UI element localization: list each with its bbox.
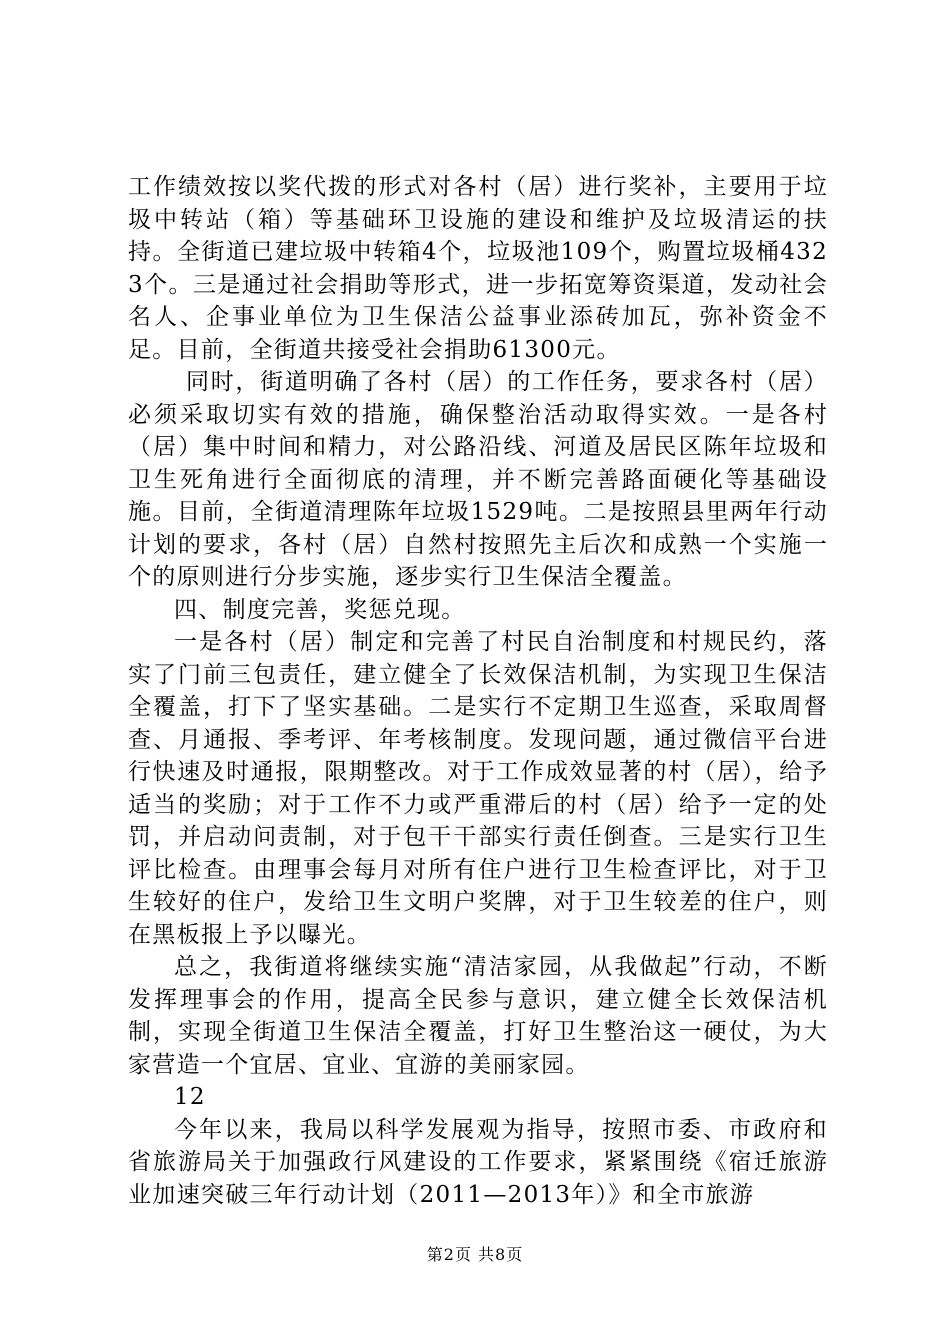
paragraph-summary: 总之，我街道将继续实施“清洁家园，从我做起”行动，不断发挥理事会的作用，提高全民参与意识，建立健全长效保洁机制，实现全街道卫生保洁全覆盖，打好卫生整治这一硬仗，为大家营造一个宜居、宜业、宜游的美丽家园。 xyxy=(128,954,828,1078)
paragraph-funding: 工作绩效按以奖代拨的形式对各村（居）进行奖补，主要用于垃圾中转站（箱）等基础环卫设施的建设和维护及垃圾清运的扶持。全街道已建垃圾中转箱4个，垃圾池109个，购置垃圾桶4323个。三是通过社会捐助等形式，进一步拓宽筹资渠道，发动社会名人、企事业单位为卫生保洁公益事业添砖加瓦，弥补资金不足。目前，全街道共接受社会捐助61300元。 xyxy=(128,174,828,363)
section-number: 12 xyxy=(174,1084,206,1110)
page-footer: 第2页 共8页 xyxy=(426,1245,524,1264)
section-heading: 四、制度完善，奖惩兑现。 xyxy=(174,596,466,623)
paragraph-tasks: 同时，街道明确了各村（居）的工作任务，要求各村（居）必须采取切实有效的措施，确保整治活动取得实效。一是各村（居）集中时间和精力，对公路沿线、河道及居民区陈年垃圾和卫生死角进行全面彻底的清理，并不断完善路面硬化等基础设施。目前，全街道清理陈年垃圾1529吨。二是按照县里两年行动计划的要求，各村（居）自然村按照先主后次和成熟一个实施一个的原则进行分步实施，逐步实行卫生保洁全覆盖。 xyxy=(128,369,828,590)
paragraph-tourism: 今年以来，我局以科学发展观为指导，按照市委、市政府和省旅游局关于加强政行风建设的工作要求，紧紧围绕《宿迁旅游业加速突破三年行动计划（2011—2013年）》和全市旅游 xyxy=(128,1116,828,1208)
paragraph-system: 一是各村（居）制定和完善了村民自治制度和村规民约，落实了门前三包责任，建立健全了长效保洁机制，为实现卫生保洁全覆盖，打下了坚实基础。二是实行不定期卫生巡查，采取周督查、月通报、季考评、年考核制度。发现问题，通过微信平台进行快速及时通报，限期整改。对于工作成效显著的村（居），给予适当的奖励；对于工作不力或严重滞后的村（居）给予一定的处罚，并启动问责制，对于包干干部实行责任倒查。三是实行卫生评比检查。由理事会每月对所有住户进行卫生检查评比，对于卫生较好的住户，发给卫生文明户奖牌，对于卫生较差的住户，则在黑板报上予以曝光。 xyxy=(128,629,828,948)
document-body xyxy=(128,171,828,1211)
